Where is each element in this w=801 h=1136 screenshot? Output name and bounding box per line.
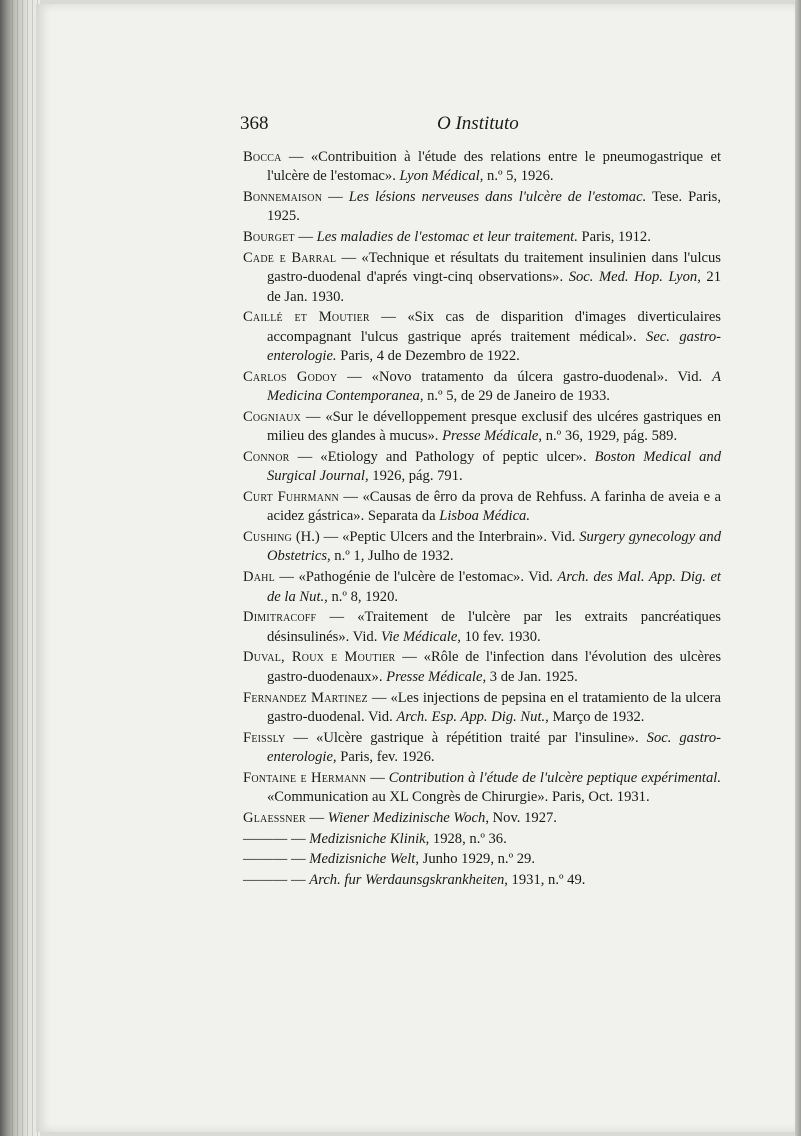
entry-text: — bbox=[287, 830, 310, 847]
entry-author: Bourget bbox=[243, 229, 295, 246]
bibliography-entry bbox=[243, 608, 721, 647]
entry-text: — bbox=[287, 872, 310, 889]
bibliography-list bbox=[243, 148, 721, 892]
entry-text: , n.º 8, 1920. bbox=[324, 588, 399, 605]
entry-title-italic: Arch. Esp. App. Dig. Nut. bbox=[396, 708, 546, 725]
entry-title-italic: Medizisniche Klinik bbox=[309, 830, 426, 847]
bibliography-entry bbox=[243, 448, 721, 487]
bibliography-entry bbox=[243, 830, 721, 849]
bibliography-entry bbox=[243, 769, 721, 808]
entry-author: Dimitracoff bbox=[243, 609, 317, 626]
entry-author: Dahl bbox=[243, 569, 275, 586]
entry-text: , 1931, n.º 49. bbox=[504, 872, 586, 889]
entry-title-italic: Lyon Médical bbox=[399, 168, 480, 185]
entry-author: Carlos Godoy bbox=[243, 368, 338, 385]
entry-text: — bbox=[287, 851, 310, 868]
entry-text: , 21 de Jan. 1930. bbox=[267, 269, 722, 305]
entry-title-italic: Wiener Medizinische Woch bbox=[327, 809, 486, 826]
entry-title-italic: Les lésions nerveuses dans l'ulcère de l'estomac. bbox=[348, 189, 647, 206]
entry-text: — «Technique et résultats du traitement insulinien dans l'ulcus gastro-duodenal d'aprés vingt-cinq observations». bbox=[267, 249, 721, 286]
entry-title-italic: Arch. des Mal. App. Dig. et de la Nut. bbox=[267, 569, 721, 605]
bibliography-entry bbox=[243, 689, 721, 728]
entry-text: , Nov. 1927. bbox=[485, 809, 557, 826]
entry-text: Paris, fev. 1926. bbox=[336, 748, 435, 765]
bibliography-entry bbox=[243, 528, 721, 567]
entry-text: — «Sur le dévelloppement presque exclusif des ulcéres gastriques en milieu des glandes à mucus». bbox=[267, 408, 721, 445]
entry-author: ——— bbox=[243, 830, 288, 847]
entry-title-italic: Contribution à l'étude de l'ulcère peptique expérimental. bbox=[388, 769, 721, 786]
bibliography-entry bbox=[243, 308, 721, 366]
entry-text: Paris, 1912. bbox=[577, 229, 651, 246]
entry-author: Duval, Roux e Moutier bbox=[243, 649, 396, 666]
entry-text: — bbox=[366, 769, 389, 786]
bibliography-entry bbox=[243, 729, 721, 768]
entry-title-italic: Vie Médicale, bbox=[381, 628, 461, 645]
bibliography-entry bbox=[243, 850, 721, 869]
entry-text: — bbox=[294, 229, 317, 246]
entry-text: — «Six cas de disparition d'images diverticulaires accompagnant l'ulcus gastrique aprés traitement médical». bbox=[267, 309, 721, 345]
entry-text: — «Etiology and Pathology of peptic ulcer». bbox=[289, 448, 595, 465]
entry-author: ——— bbox=[243, 872, 288, 889]
entry-text: — bbox=[322, 189, 349, 206]
bibliography-entry bbox=[243, 228, 721, 247]
entry-author: Curt Fuhrmann bbox=[243, 489, 339, 506]
entry-title-italic: Surgery gynecology and Obstetrics bbox=[267, 529, 721, 565]
entry-text: — «Contribuition à l'étude des relations entre le pneumogastrique et l'ulcère de l'estomac». bbox=[267, 149, 721, 185]
page-number: 368 bbox=[240, 113, 269, 134]
bibliography-entry bbox=[243, 368, 721, 407]
bibliography-entry bbox=[243, 648, 721, 687]
entry-text: , Março de 1932. bbox=[545, 708, 645, 725]
entry-author: Glaessner bbox=[243, 809, 306, 826]
entry-title-italic: Presse Médicale bbox=[386, 668, 483, 685]
entry-text: , n.º 5, de 29 de Janeiro de 1933. bbox=[419, 388, 610, 405]
entry-title-italic: Soc. Med. Hop. Lyon bbox=[568, 269, 698, 286]
entry-text: , n.º 1, Julho de 1932. bbox=[327, 548, 454, 565]
entry-text: — «Causas de êrro da prova de Rehfuss. A farinha de aveia e a acidez gástrica». Separata da bbox=[267, 489, 722, 525]
page-header bbox=[0, 113, 801, 143]
entry-text: 10 fev. 1930. bbox=[460, 628, 541, 645]
entry-title-italic: Les maladies de l'estomac et leur traitement. bbox=[316, 229, 578, 246]
entry-text: — «Pathogénie de l'ulcère de l'estomac». Vid. bbox=[274, 569, 558, 586]
entry-text: , Junho 1929, n.º 29. bbox=[415, 851, 536, 868]
entry-text: , 1928, n.º 36. bbox=[425, 830, 507, 847]
bibliography-entry bbox=[243, 148, 721, 187]
entry-title-italic: Soc. gastro-enterologie, bbox=[267, 729, 721, 765]
entry-author: Cade e Barral bbox=[243, 249, 337, 266]
entry-author: Cogniaux bbox=[243, 408, 301, 425]
running-title: O Instituto bbox=[437, 113, 519, 134]
page-edges bbox=[12, 0, 38, 1136]
entry-text: Tese. Paris, 1925. bbox=[267, 189, 721, 225]
entry-text: , 3 de Jan. 1925. bbox=[482, 668, 578, 685]
entry-title-italic: Medizisniche Welt bbox=[309, 851, 416, 868]
entry-title-italic: A Medicina Contemporanea bbox=[267, 368, 721, 405]
bibliography-entry bbox=[243, 871, 721, 890]
entry-text: (H.) — «Peptic Ulcers and the Interbrain». Vid. bbox=[291, 529, 580, 546]
entry-author: Feissly bbox=[243, 729, 286, 746]
entry-author: Fernandez Martinez bbox=[243, 689, 368, 706]
entry-title-italic: Presse Médicale bbox=[442, 428, 539, 445]
entry-title-italic: Boston Medical and Surgical Journal bbox=[267, 448, 722, 485]
entry-title-italic: Sec. gastro-enterologie. bbox=[267, 328, 721, 364]
bibliography-entry bbox=[243, 188, 721, 227]
bibliography-entry bbox=[243, 568, 721, 607]
entry-author: Cushing bbox=[243, 529, 292, 546]
entry-text: , 1926, pág. 791. bbox=[364, 468, 463, 485]
entry-text: — «Les injections de pepsina en el tratamiento de la ulcera gastro-duodenal. Vid. bbox=[267, 689, 721, 725]
entry-text: — «Novo tratamento da úlcera gastro-duodenal». Vid. bbox=[337, 368, 713, 385]
bibliography-entry bbox=[243, 249, 721, 307]
entry-text: — «Rôle de l'infection dans l'évolution des ulcères gastro-duodenaux». bbox=[267, 649, 721, 685]
bibliography-entry bbox=[243, 488, 721, 527]
entry-text: — «Ulcère gastrique à répétition traité par l'insuline». bbox=[285, 729, 647, 746]
entry-text: — «Traitement de l'ulcère par les extraits pancréatiques désinsulinés». Vid. bbox=[267, 609, 721, 645]
page-right-edge bbox=[795, 0, 801, 1136]
entry-text: — bbox=[305, 809, 328, 826]
entry-text: Paris, 4 de Dezembro de 1922. bbox=[336, 347, 520, 364]
entry-title-italic: Lisboa Médica. bbox=[439, 508, 531, 525]
entry-text: «Communication au XL Congrès de Chirurgie». Paris, Oct. 1931. bbox=[267, 789, 650, 805]
entry-title-italic: Arch. fur Werdaunsgskrankheiten bbox=[309, 872, 505, 889]
entry-text: , n.º 5, 1926. bbox=[479, 168, 554, 185]
entry-author: Fontaine e Hermann bbox=[243, 769, 367, 786]
entry-author: Caillé et Moutier bbox=[243, 309, 370, 326]
entry-author: ——— bbox=[243, 851, 288, 868]
entry-author: Bocca bbox=[243, 149, 282, 165]
entry-author: Bonnemaison bbox=[243, 189, 323, 206]
bibliography-entry bbox=[243, 809, 721, 828]
bibliography-entry bbox=[243, 408, 721, 447]
entry-text: , n.º 36, 1929, pág. 589. bbox=[538, 428, 678, 445]
entry-author: Connor bbox=[243, 448, 290, 465]
